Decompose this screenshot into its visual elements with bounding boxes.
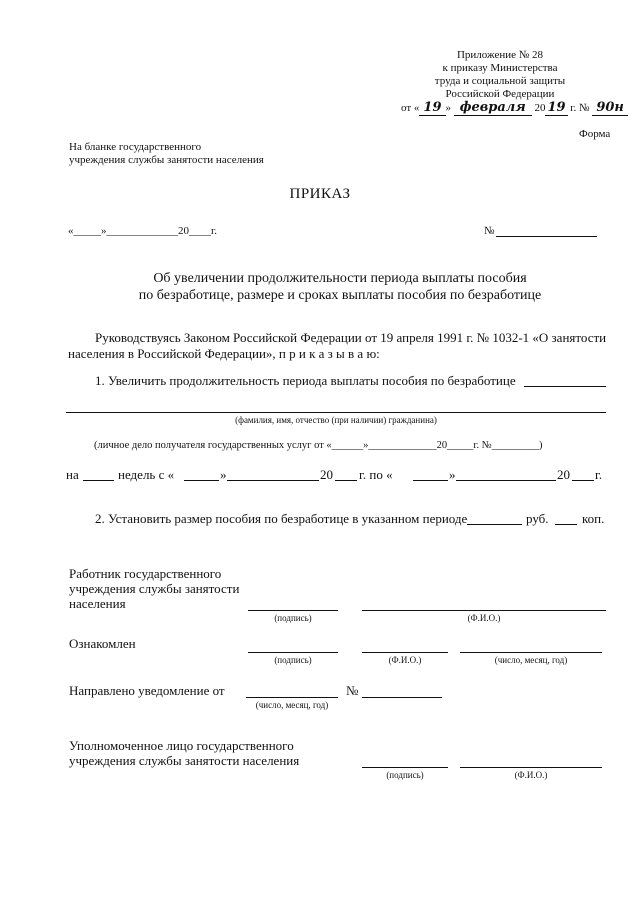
page-title: ПРИКАЗ (289, 186, 351, 202)
auth-signature-line (362, 767, 448, 768)
preamble (68, 330, 606, 362)
letterhead-line: учреждения службы занятости населения (69, 154, 264, 166)
personal-file-line: (личное дело получателя государственных услуг от «______»_____________20_____г. №_________) (94, 440, 543, 451)
item2-text: 2. Установить размер пособия по безработице в указанном периоде (95, 511, 468, 526)
worker-fio-caption: (Ф.И.О.) (467, 613, 501, 623)
notice-no-line (362, 697, 442, 698)
order-date-line (401, 101, 628, 115)
from-month-line (227, 480, 319, 481)
worker-signature-line (248, 610, 338, 611)
worker-label (69, 566, 239, 611)
header-line: труда и социальной защиты (434, 75, 566, 87)
letterhead-note (69, 141, 264, 167)
preamble-line: Руководствуясь Законом Российской Федерации от 19 апреля 1991 г. № 1032-1 «О занятости (95, 330, 607, 345)
header-line: Приложение № 28 (456, 49, 544, 61)
worker-line: населения (69, 596, 126, 611)
to-quote: » (449, 467, 456, 482)
auth-fio-caption: (Ф.И.О.) (514, 770, 548, 780)
order-number-line (496, 236, 597, 237)
subject-line: по безработице, размере и сроках выплаты пособия по безработице (138, 288, 542, 303)
to-day-line (413, 480, 448, 481)
subject-title (0, 270, 640, 304)
auth-fio-line (460, 767, 602, 768)
date-day: 19 (419, 100, 445, 116)
from-quote: » (220, 467, 227, 482)
subject-line: Об увеличении продолжительности периода выплаты пособия (153, 271, 527, 286)
letterhead-line: На бланке государственного (69, 141, 202, 153)
date-quote: » (445, 102, 452, 114)
date-year: 19 (547, 100, 566, 115)
notice-date-line (246, 697, 338, 698)
auth-signature-caption: (подпись) (386, 770, 424, 780)
item1-text: 1. Увеличить продолжительность периода выплаты пособия по безработице (95, 373, 516, 388)
notice-date-caption: (число, месяц, год) (255, 700, 329, 710)
worker-line: Работник государственного (69, 566, 222, 581)
worker-line: учреждения службы занятости (69, 581, 240, 596)
rub-label: руб. (526, 511, 549, 526)
date-year-prefix: 20 (534, 102, 546, 114)
to-year-line (572, 480, 594, 481)
familiarized-label: Ознакомлен (69, 636, 136, 651)
amount-rub-line (467, 524, 522, 525)
from-year-line (335, 480, 357, 481)
worker-signature-caption: (подпись) (274, 613, 312, 623)
item1-line-end (524, 386, 606, 387)
fam-signature-caption: (подпись) (274, 655, 312, 665)
notice-no-label: № (346, 683, 359, 698)
appendix-header (420, 49, 580, 101)
to-month-line (456, 480, 556, 481)
weeks-na: на (66, 467, 79, 482)
to-label: г. по « (359, 467, 393, 482)
weeks-count-line (83, 480, 114, 481)
form-label: Форма (579, 128, 611, 140)
from-day-line (184, 480, 219, 481)
date-month: февраля (454, 100, 532, 116)
fam-signature-line (248, 652, 338, 653)
to-year-suffix: г. (595, 467, 603, 482)
authorized-line: учреждения службы занятости населения (69, 753, 300, 768)
kop-label: коп. (582, 511, 605, 526)
amount-kop-line (555, 524, 577, 525)
authorized-label (69, 738, 299, 768)
fio-line (66, 412, 606, 413)
fam-date-caption: (число, месяц, год) (494, 655, 568, 665)
to-year-prefix: 20 (557, 467, 570, 482)
header-line: Российской Федерации (445, 88, 555, 100)
notice-label: Направлено уведомление от (69, 683, 225, 698)
order-number-label: № (484, 225, 495, 237)
order-number: 90н (592, 100, 628, 116)
date-prefix: от « (401, 102, 420, 114)
header-line: к приказу Министерства (442, 62, 558, 74)
fam-fio-line (362, 652, 448, 653)
fam-date-line (460, 652, 602, 653)
date-no-label: г. № (570, 102, 590, 114)
worker-fio-line (362, 610, 606, 611)
fam-fio-caption: (Ф.И.О.) (388, 655, 422, 665)
preamble-line: населения в Российской Федерации», п р и к а з ы в а ю: (68, 346, 380, 361)
weeks-from: недель с « (118, 467, 175, 482)
fio-caption: (фамилия, имя, отчество (при наличии) гражданина) (235, 415, 437, 425)
order-date-blank: «_____»_____________20____г. (68, 225, 218, 237)
authorized-line: Уполномоченное лицо государственного (69, 738, 294, 753)
from-year-prefix: 20 (320, 467, 333, 482)
